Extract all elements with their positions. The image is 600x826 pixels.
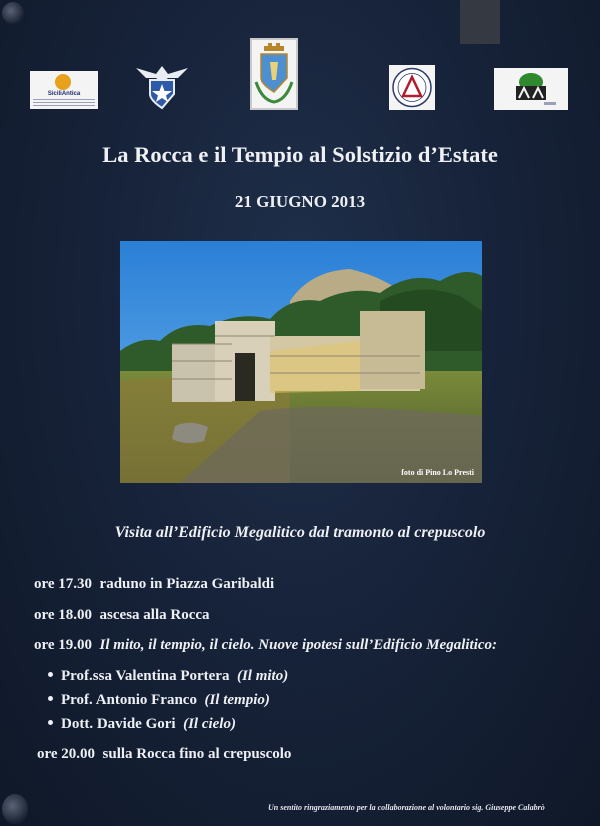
sun-logo-icon: [55, 74, 71, 90]
speaker-topic: (Il mito): [236, 668, 289, 684]
visit-subtitle: Visita all’Edificio Megalitico dal tramonto al crepuscolo: [114, 524, 486, 541]
speaker-item: [48, 668, 288, 685]
event-date: 21 GIUGNO 2013: [234, 192, 366, 211]
eagle-star-shield-icon: [134, 60, 190, 110]
speaker-name: Prof.ssa Valentina Portera: [61, 668, 230, 684]
archeoclub-triangle-icon: [389, 65, 435, 110]
tape-strip: [460, 0, 500, 44]
thanks-note: Un sentito ringraziamento per la collaborazione al volontario sig. Giuseppe Calabrò: [268, 803, 545, 812]
comune-coat-of-arms: [250, 38, 298, 110]
program-text: sulla Rocca fino al crepuscolo: [102, 746, 292, 762]
program-time: ore 17.30: [34, 576, 93, 592]
speaker-name: Prof. Antonio Franco: [61, 692, 197, 708]
bullet-icon: [48, 720, 53, 725]
green-association-logo: [494, 68, 568, 110]
logo-fine-print: [33, 99, 95, 107]
photo-credit: foto di Pino Lo Presti: [401, 468, 474, 477]
megalithic-building-photo: [120, 241, 482, 483]
program-item: [34, 576, 274, 593]
archeoclub-logo: [389, 65, 435, 110]
cai-logo: [134, 60, 190, 110]
sicilia-antica-logo: [30, 71, 98, 109]
program-text: Il mito, il tempio, il cielo. Nuove ipotesi sull’Edificio Megalitico:: [99, 637, 498, 653]
program-item: [34, 637, 497, 654]
program-time: ore 18.00: [34, 607, 93, 623]
sicilia-antica-name: SiciliAntica: [47, 91, 81, 97]
pushpin-icon: [2, 2, 24, 24]
poster-title: La Rocca e il Tempio al Solstizio d’Estate: [102, 142, 498, 167]
green-association-icon: [494, 68, 568, 110]
program-item: [34, 607, 210, 624]
program-time: ore 19.00: [34, 637, 93, 653]
pushpin-icon: [2, 794, 28, 824]
program-text: ascesa alla Rocca: [99, 607, 210, 623]
program-time: ore 20.00: [37, 746, 96, 762]
program-text: raduno in Piazza Garibaldi: [99, 576, 275, 592]
bullet-icon: [48, 672, 53, 677]
municipal-coat-of-arms-icon: [252, 40, 296, 108]
speaker-item: [48, 716, 236, 733]
speaker-name: Dott. Davide Gori: [61, 716, 176, 732]
speaker-topic: (Il cielo): [183, 716, 236, 732]
photo-illustration: [120, 241, 482, 483]
speaker-topic: (Il tempio): [204, 692, 270, 708]
speaker-item: [48, 692, 270, 709]
bullet-icon: [48, 696, 53, 701]
program-item: [37, 746, 291, 763]
